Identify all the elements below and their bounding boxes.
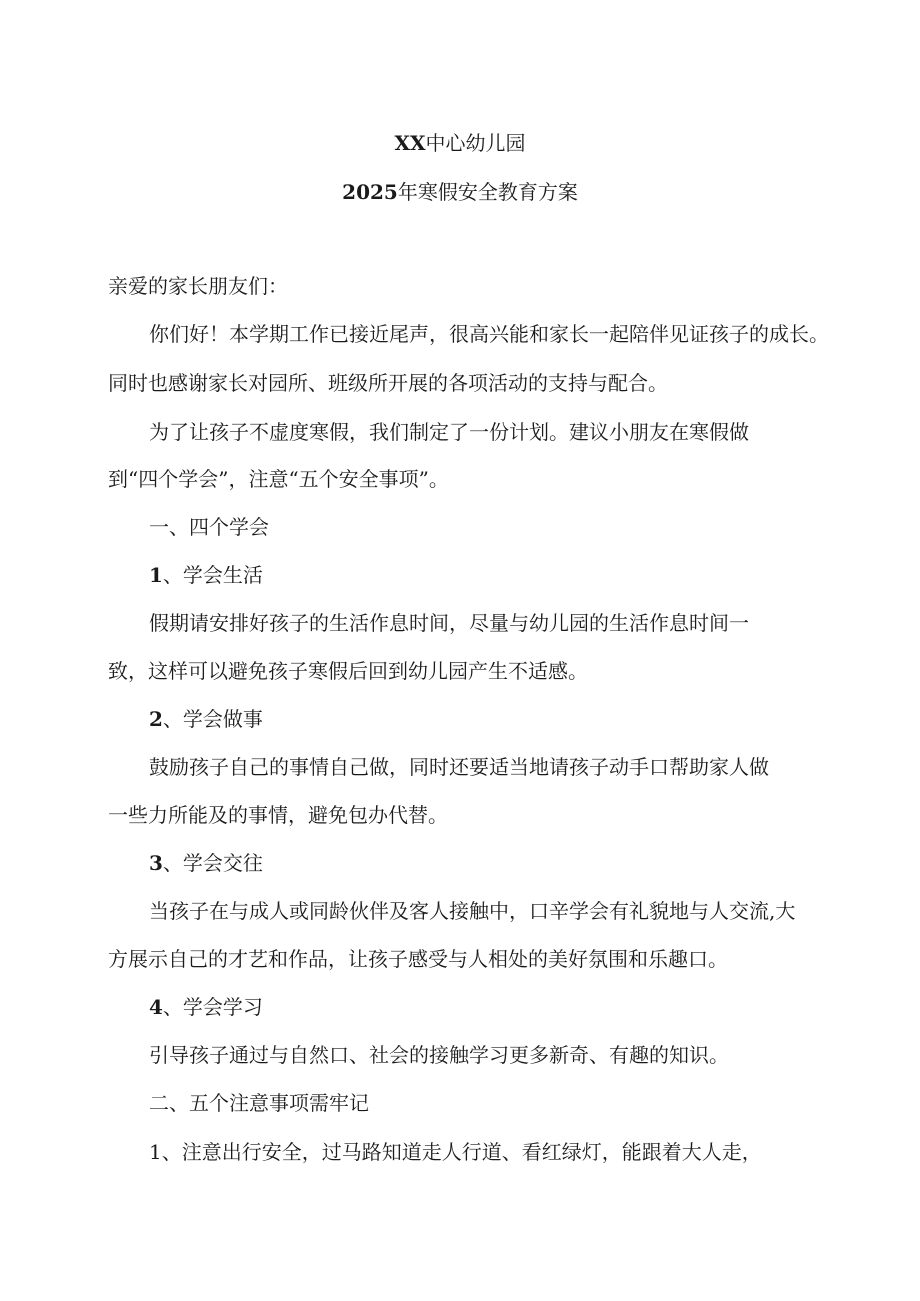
item-2-line-1: 鼓励孩子自己的事情自己做，同时还要适当地请孩子动手口帮助家人做 bbox=[149, 755, 769, 779]
school-name-rest: 中心幼儿园 bbox=[425, 131, 526, 155]
salutation: 亲爱的家长朋友们： bbox=[108, 274, 288, 298]
item-3-line-2: 方展示自己的才艺和作品，让孩子感受与人相处的美好氛围和乐趣口。 bbox=[108, 947, 728, 971]
item-1-number: 1 bbox=[149, 563, 163, 587]
item-4-heading bbox=[149, 995, 263, 1019]
paragraph-2-line-1: 为了让孩子不虚度寒假，我们制定了一份计划。建议小朋友在寒假做 bbox=[149, 420, 749, 444]
item-1-heading bbox=[149, 563, 263, 587]
section-1-heading: 一、四个学会 bbox=[149, 515, 269, 539]
item-3-number: 3 bbox=[149, 851, 163, 875]
school-name-prefix: XX bbox=[394, 131, 426, 155]
item-2-line-2: 一些力所能及的事情，避免包办代替。 bbox=[108, 803, 448, 827]
item-4-title: 、学会学习 bbox=[162, 995, 263, 1019]
item-4-line-1: 引导孩子通过与自然口、社会的接触学习更多新奇、有趣的知识。 bbox=[149, 1043, 729, 1067]
title-rest: 年寒假安全教育方案 bbox=[397, 180, 578, 204]
document-title bbox=[0, 180, 920, 204]
item-3-line-1: 当孩子在与成人或同龄伙伴及客人接触中，口辛学会有礼貌地与人交流,大 bbox=[149, 899, 796, 923]
item-2-number: 2 bbox=[149, 707, 163, 731]
item-2-heading bbox=[149, 707, 263, 731]
item-1-title: 、学会生活 bbox=[162, 563, 263, 587]
paragraph-1-line-1: 你们好！本学期工作已接近尾声，很高兴能和家长一起陪伴见证孩子的成长。 bbox=[149, 322, 829, 346]
item-2-title: 、学会做事 bbox=[162, 707, 263, 731]
item-1-line-1: 假期请安排好孩子的生活作息时间，尽量与幼儿园的生活作息时间一 bbox=[149, 611, 749, 635]
item-4-number: 4 bbox=[149, 995, 163, 1019]
item-3-heading bbox=[149, 851, 263, 875]
title-year: 2025 bbox=[342, 180, 398, 204]
rule-1-line-1: 1、注意出行安全，过马路知道走人行道、看红绿灯，能跟着大人走， bbox=[149, 1140, 762, 1164]
item-3-title: 、学会交往 bbox=[162, 851, 263, 875]
section-2-heading: 二、五个注意事项需牢记 bbox=[149, 1091, 369, 1115]
school-name bbox=[0, 131, 920, 155]
item-1-line-2: 致，这样可以避免孩子寒假后回到幼儿园产生不适感。 bbox=[108, 659, 588, 683]
paragraph-2-line-2: 到“四个学会”，注意“五个安全事项”。 bbox=[108, 467, 449, 491]
paragraph-1-line-2: 同时也感谢家长对园所、班级所开展的各项活动的支持与配合。 bbox=[108, 371, 668, 395]
